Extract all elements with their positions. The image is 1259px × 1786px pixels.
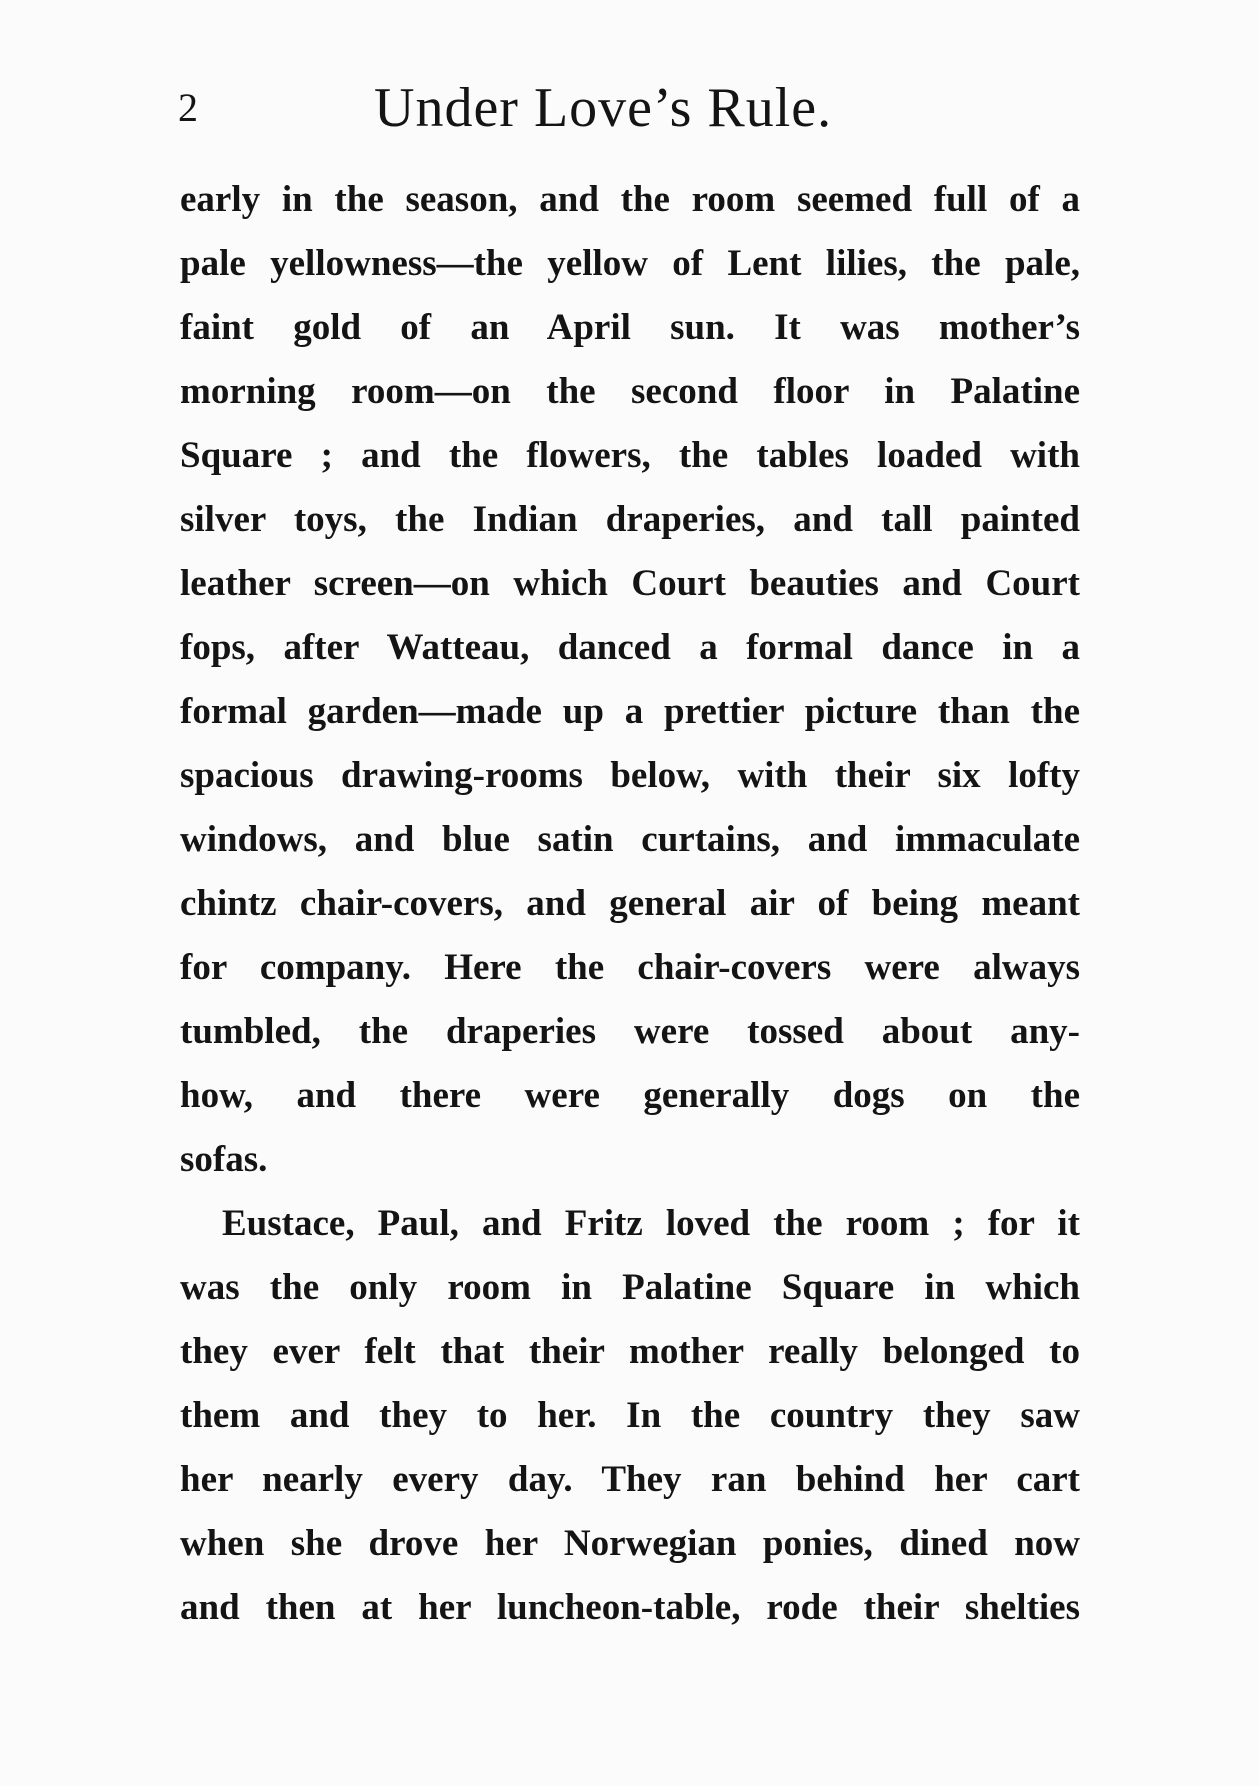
running-title: Under Love’s Rule. — [374, 77, 833, 139]
body-text — [180, 168, 1080, 1640]
text-line: them and they to her. In the country they saw — [180, 1395, 1080, 1436]
running-head — [178, 68, 1088, 148]
page-number: 2 — [178, 85, 198, 130]
text-line: formal garden—made up a prettier picture than the — [180, 691, 1080, 732]
text-line: when she drove her Norwegian ponies, dined now — [180, 1523, 1080, 1564]
text-line: was the only room in Palatine Square in which — [180, 1267, 1080, 1308]
text-line: and then at her luncheon-table, rode their shelties — [180, 1587, 1080, 1628]
text-line: faint gold of an April sun. It was mother’s — [180, 307, 1080, 348]
text-line: tumbled, the draperies were tossed about any- — [180, 1011, 1080, 1052]
text-line: sofas. — [180, 1139, 268, 1180]
text-line: they ever felt that their mother really belonged to — [180, 1331, 1080, 1372]
text-line: leather screen—on which Court beauties and Court — [180, 563, 1080, 604]
paragraph — [180, 1192, 1080, 1640]
text-line: fops, after Watteau, danced a formal dance in a — [180, 627, 1080, 668]
text-line: pale yellowness—the yellow of Lent lilies, the pale, — [180, 243, 1080, 284]
text-line: Square ; and the flowers, the tables loaded with — [180, 435, 1080, 476]
text-line: morning room—on the second floor in Palatine — [180, 371, 1080, 412]
text-line: how, and there were generally dogs on the — [180, 1075, 1080, 1116]
text-line: Eustace, Paul, and Fritz loved the room ; for it — [222, 1203, 1080, 1244]
paragraph — [180, 168, 1080, 1192]
text-line: spacious drawing-rooms below, with their six lofty — [180, 755, 1080, 796]
text-line: early in the season, and the room seemed full of a — [180, 179, 1080, 220]
text-line: her nearly every day. They ran behind her cart — [180, 1459, 1080, 1500]
text-line: silver toys, the Indian draperies, and tall painted — [180, 499, 1080, 540]
text-line: chintz chair-covers, and general air of being meant — [180, 883, 1080, 924]
text-line: windows, and blue satin curtains, and immaculate — [180, 819, 1080, 860]
text-line: for company. Here the chair-covers were always — [180, 947, 1080, 988]
